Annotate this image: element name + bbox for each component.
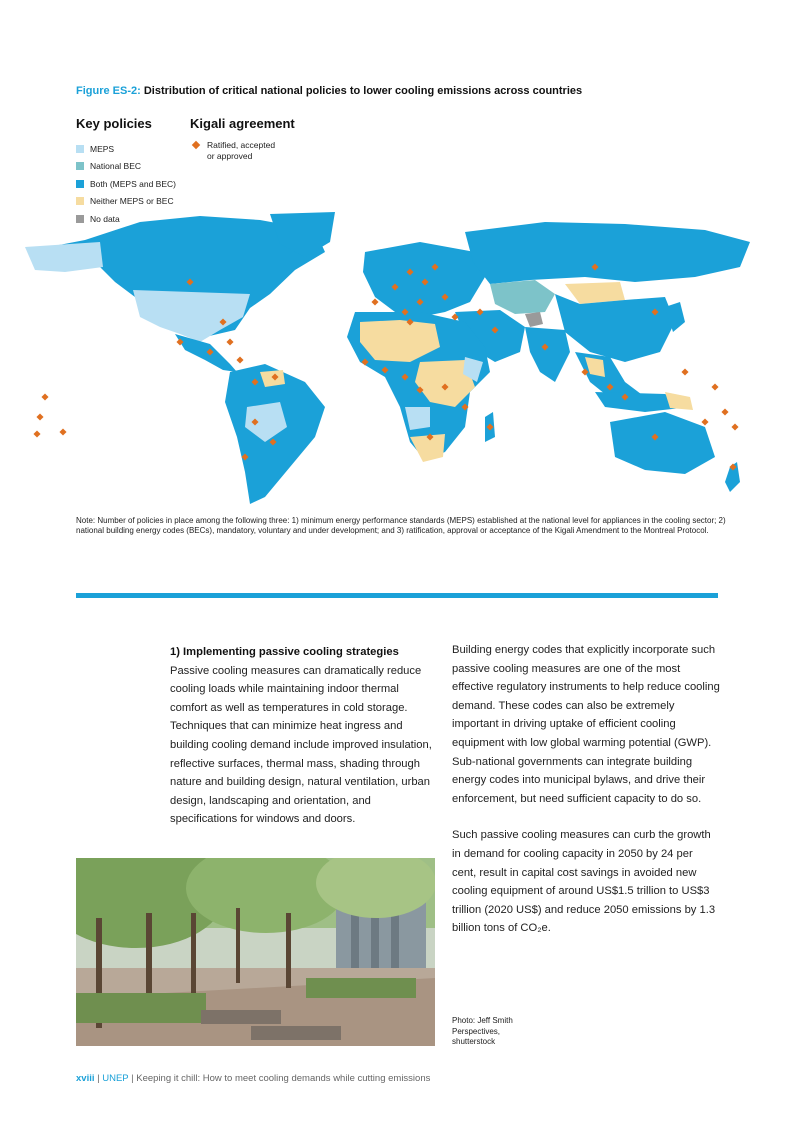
- kigali-label-line2: or approved: [207, 150, 253, 161]
- photo-credit-line3: shutterstock: [452, 1037, 496, 1046]
- kigali-marker: [59, 428, 66, 435]
- footer-separator: |: [94, 1073, 103, 1084]
- legend-item-both: [76, 175, 176, 193]
- left-body-text: Passive cooling measures can dramatically reduce cooling loads while maintaining indoor thermal comfort as well as temperatures in cold storage. Techniques that can minimize heat ingress and building cooling demand include improved insulation, reflective surfaces, thermal mass, shading through nature and building design, natural ventilation, urban design, landscaping and orientation, and specifications for windows and doors.: [170, 664, 432, 826]
- legend-item-national-bec: [76, 158, 176, 176]
- legend-kigali-item: [191, 140, 275, 161]
- figure-note: Note: Number of policies in place among the following three: 1) minimum energy performance standards (MEPS) established at the national level for appliances in the cooling sector; 2) national building energy codes (BECs), mandatory, voluntary and under development; and 3) ratification, approval or acceptance of the Kigali Amendment to the Montreal Protocol.: [76, 516, 726, 535]
- page-footer: [76, 1073, 430, 1084]
- map-russia: [465, 222, 750, 284]
- figure-caption: Distribution of critical national policies to lower cooling emissions across countries: [143, 85, 583, 97]
- figure-title: [76, 85, 582, 97]
- legend-label: No data: [90, 213, 120, 224]
- right-column: [452, 641, 720, 938]
- legend-item-neither: [76, 193, 176, 211]
- legend-item-meps: [76, 140, 176, 158]
- map-mongolia: [565, 282, 625, 304]
- section-heading: 1) Implementing passive cooling strategies: [170, 646, 399, 658]
- footer-org: UNEP: [102, 1073, 129, 1084]
- legend-label: MEPS: [90, 143, 115, 154]
- kigali-marker: [701, 418, 708, 425]
- legend-swatch: [76, 145, 84, 153]
- legend-swatch: [76, 162, 84, 170]
- kigali-marker: [236, 356, 243, 363]
- world-map: [25, 212, 750, 507]
- legend-kigali-heading: Kigali agreement: [190, 116, 295, 131]
- map-central-america: [175, 334, 237, 372]
- photo-credit-line2: Perspectives,: [452, 1026, 501, 1036]
- footer-separator: |: [128, 1073, 137, 1084]
- map-australia: [610, 412, 715, 474]
- photo-credit-line1: Photo: Jeff Smith: [452, 1016, 513, 1025]
- legend-label: Neither MEPS or BEC: [90, 196, 174, 207]
- kigali-marker: [711, 383, 718, 390]
- footer-title: Keeping it chill: How to meet cooling demands while cutting emissions: [136, 1073, 431, 1084]
- kigali-marker: [731, 423, 738, 430]
- figure-label: Figure ES-2:: [76, 85, 141, 97]
- legend-swatch: [76, 180, 84, 188]
- diamond-icon: [192, 141, 200, 149]
- kigali-marker: [371, 298, 378, 305]
- section-divider: [76, 593, 718, 598]
- map-usa: [133, 290, 250, 342]
- map-alaska: [25, 242, 103, 272]
- right-paragraph-1: Building energy codes that explicitly incorporate such passive cooling measures are one of the most effective regulatory instruments to help reduce cooling demand. These codes can also be extremely important in driving uptake of efficient cooling equipment with low global warming potential (GWP). Sub-national governments can integrate building energy codes into municipal bylaws, and drive their enforcement, but need sufficient capacity to do so.: [452, 644, 720, 805]
- map-east-asia: [555, 294, 675, 362]
- right-paragraph-2: Such passive cooling measures can curb the growth in demand for cooling capacity in 2050 by 24 per cent, result in capital cost savings in avoided new cooling equipment of around US$1.5 trillion to US$3 trillion (2020 US$) and reduce 2050 emissions by 1.3 billion tons of CO₂e.: [452, 829, 716, 935]
- legend-label: Both (MEPS and BEC): [90, 178, 176, 189]
- kigali-marker: [226, 338, 233, 345]
- kigali-marker: [41, 393, 48, 400]
- map-india: [525, 327, 570, 382]
- legend-policies-heading: Key policies: [76, 116, 152, 131]
- legend-swatch: [76, 197, 84, 205]
- kigali-marker: [33, 430, 40, 437]
- kigali-marker: [681, 368, 688, 375]
- page-number: xviii: [76, 1073, 95, 1084]
- kigali-marker: [721, 408, 728, 415]
- photo-credit: [452, 1016, 552, 1048]
- kigali-marker: [36, 413, 43, 420]
- map-central-asia: [490, 280, 555, 314]
- left-column: [170, 643, 435, 829]
- map-no-data: [525, 312, 543, 327]
- legend-label: National BEC: [90, 161, 142, 172]
- kigali-label-line1: Ratified, accepted: [207, 140, 276, 150]
- street-trees-photo: [76, 858, 435, 1046]
